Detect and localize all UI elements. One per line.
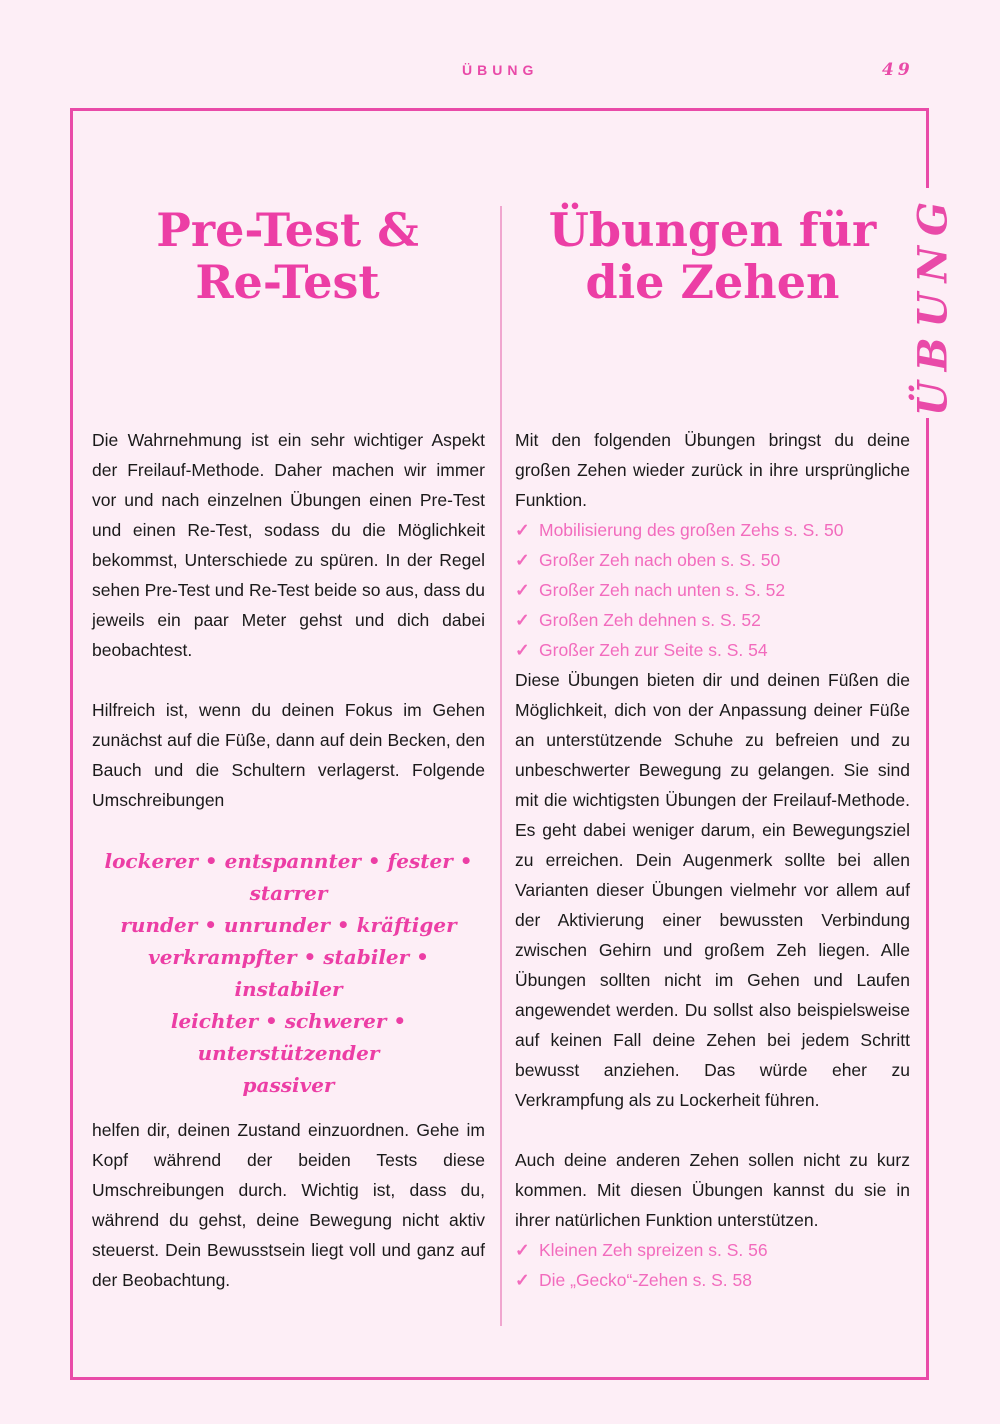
right-intro: Mit den folgenden Übungen bringst du deine großen Zehen wieder zurück in ihre ursprüngliche Funktion.: [515, 430, 910, 510]
exercise-item: [515, 515, 910, 545]
side-label: [908, 191, 958, 417]
left-paragraph-2: Hilfreich ist, wenn du deinen Fokus im Gehen zunächst auf die Füße, dann auf dein Becken, den Bauch und die Schultern verlagerst. Folgende Umschreibungen: [92, 700, 485, 810]
descriptor-line: leichter • schwerer • unterstützender: [170, 1009, 407, 1065]
exercise-item: [515, 635, 910, 665]
exercise-item: [515, 545, 910, 575]
big-toe-exercise-list: [515, 515, 910, 665]
exercise-label: Die „Gecko“-Zehen s. S. 58: [539, 1270, 752, 1290]
left-paragraph-1: Die Wahrnehmung ist ein sehr wichtiger Aspekt der Freilauf-Methode. Daher machen wir immer vor und nach einzelnen Übungen einen Pre-Test und einen Re-Test, sodass du die Möglichkeit bekommst, Unterschiede zu spüren. In der Regel sehen Pre-Test und Re-Test beide so aus, dass du jeweils ein paar Meter gehst und dich dabei beobachtest.: [92, 430, 485, 660]
right-column: [515, 425, 910, 1295]
check-icon: ✓: [515, 640, 530, 660]
exercise-label: Großer Zeh nach unten s. S. 52: [539, 580, 786, 600]
check-icon: ✓: [515, 1240, 530, 1260]
check-icon: ✓: [515, 1270, 530, 1290]
right-heading-line-1: Übungen für: [548, 203, 877, 257]
frame-right-edge-top: [926, 108, 929, 188]
exercise-label: Großer Zeh nach oben s. S. 50: [539, 550, 781, 570]
left-heading: [90, 204, 485, 308]
left-heading-line-2: Re-Test: [195, 255, 380, 309]
exercise-item: [515, 605, 910, 635]
exercise-label: Großen Zeh dehnen s. S. 52: [539, 610, 761, 630]
check-icon: ✓: [515, 550, 530, 570]
descriptor-line: runder • unrunder • kräftiger: [120, 913, 457, 937]
side-label-text: ÜBUNG: [909, 191, 957, 417]
exercise-item: [515, 1235, 910, 1265]
descriptor-line: passiver: [242, 1073, 335, 1097]
check-icon: ✓: [515, 610, 530, 630]
left-heading-line-1: Pre-Test &: [156, 203, 419, 257]
check-icon: ✓: [515, 580, 530, 600]
descriptor-word-list: [92, 845, 485, 1101]
left-column: [92, 425, 485, 1295]
page-number: 49: [882, 60, 914, 80]
frame-right-edge-bottom: [926, 418, 929, 1380]
column-divider: [500, 206, 502, 1326]
running-title: ÜBUNG: [462, 62, 539, 78]
descriptor-line: verkrampfter • stabiler • instabiler: [148, 945, 429, 1001]
right-paragraph-3: Auch deine anderen Zehen sollen nicht zu kurz kommen. Mit diesen Übungen kannst du sie in ihrer natürlichen Funktion unterstützen.: [515, 1150, 910, 1230]
right-heading: [515, 204, 910, 308]
descriptor-line: lockerer • entspannter • fester • starrer: [104, 849, 473, 905]
exercise-label: Großer Zeh zur Seite s. S. 54: [539, 640, 768, 660]
right-paragraph-2: Diese Übungen bieten dir und deinen Füßen die Möglichkeit, dich von der Anpassung deiner Füße an unterstützende Schuhe zu befreien und zu unbeschwerter Bewegung zu gelangen. Sie sind mit die wichtigsten Übungen der Freilauf-Methode. Es geht dabei weniger darum, ein Bewegungsziel zu erreichen. Dein Augenmerk sollte bei allen Varianten dieser Übungen vielmehr vor allem auf der Aktivierung einer bewussten Verbindung zwischen Gehirn und großem Zeh liegen. Alle Übungen sollten nicht im Gehen und Laufen angewendet werden. Du sollst also beispielsweise auf keinen Fall deine Zehen bei jedem Schritt bewusst anziehen. Das würde eher zu Verkrampfung als zu Lockerheit führen.: [515, 670, 910, 1110]
running-head: [0, 62, 1000, 86]
exercise-label: Mobilisierung des großen Zehs s. S. 50: [539, 520, 844, 540]
exercise-label: Kleinen Zeh spreizen s. S. 56: [539, 1240, 768, 1260]
other-toes-exercise-list: [515, 1235, 910, 1295]
check-icon: ✓: [515, 520, 530, 540]
right-heading-line-2: die Zehen: [585, 255, 840, 309]
left-paragraph-3: helfen dir, deinen Zustand einzuordnen. Gehe im Kopf während der beiden Tests diese Umschreibungen durch. Wichtig ist, dass du, während du gehst, deine Bewegung nicht aktiv steuerst. Dein Bewusstsein liegt voll und ganz auf der Beobachtung.: [92, 1120, 485, 1290]
exercise-item: [515, 575, 910, 605]
exercise-item: [515, 1265, 910, 1295]
